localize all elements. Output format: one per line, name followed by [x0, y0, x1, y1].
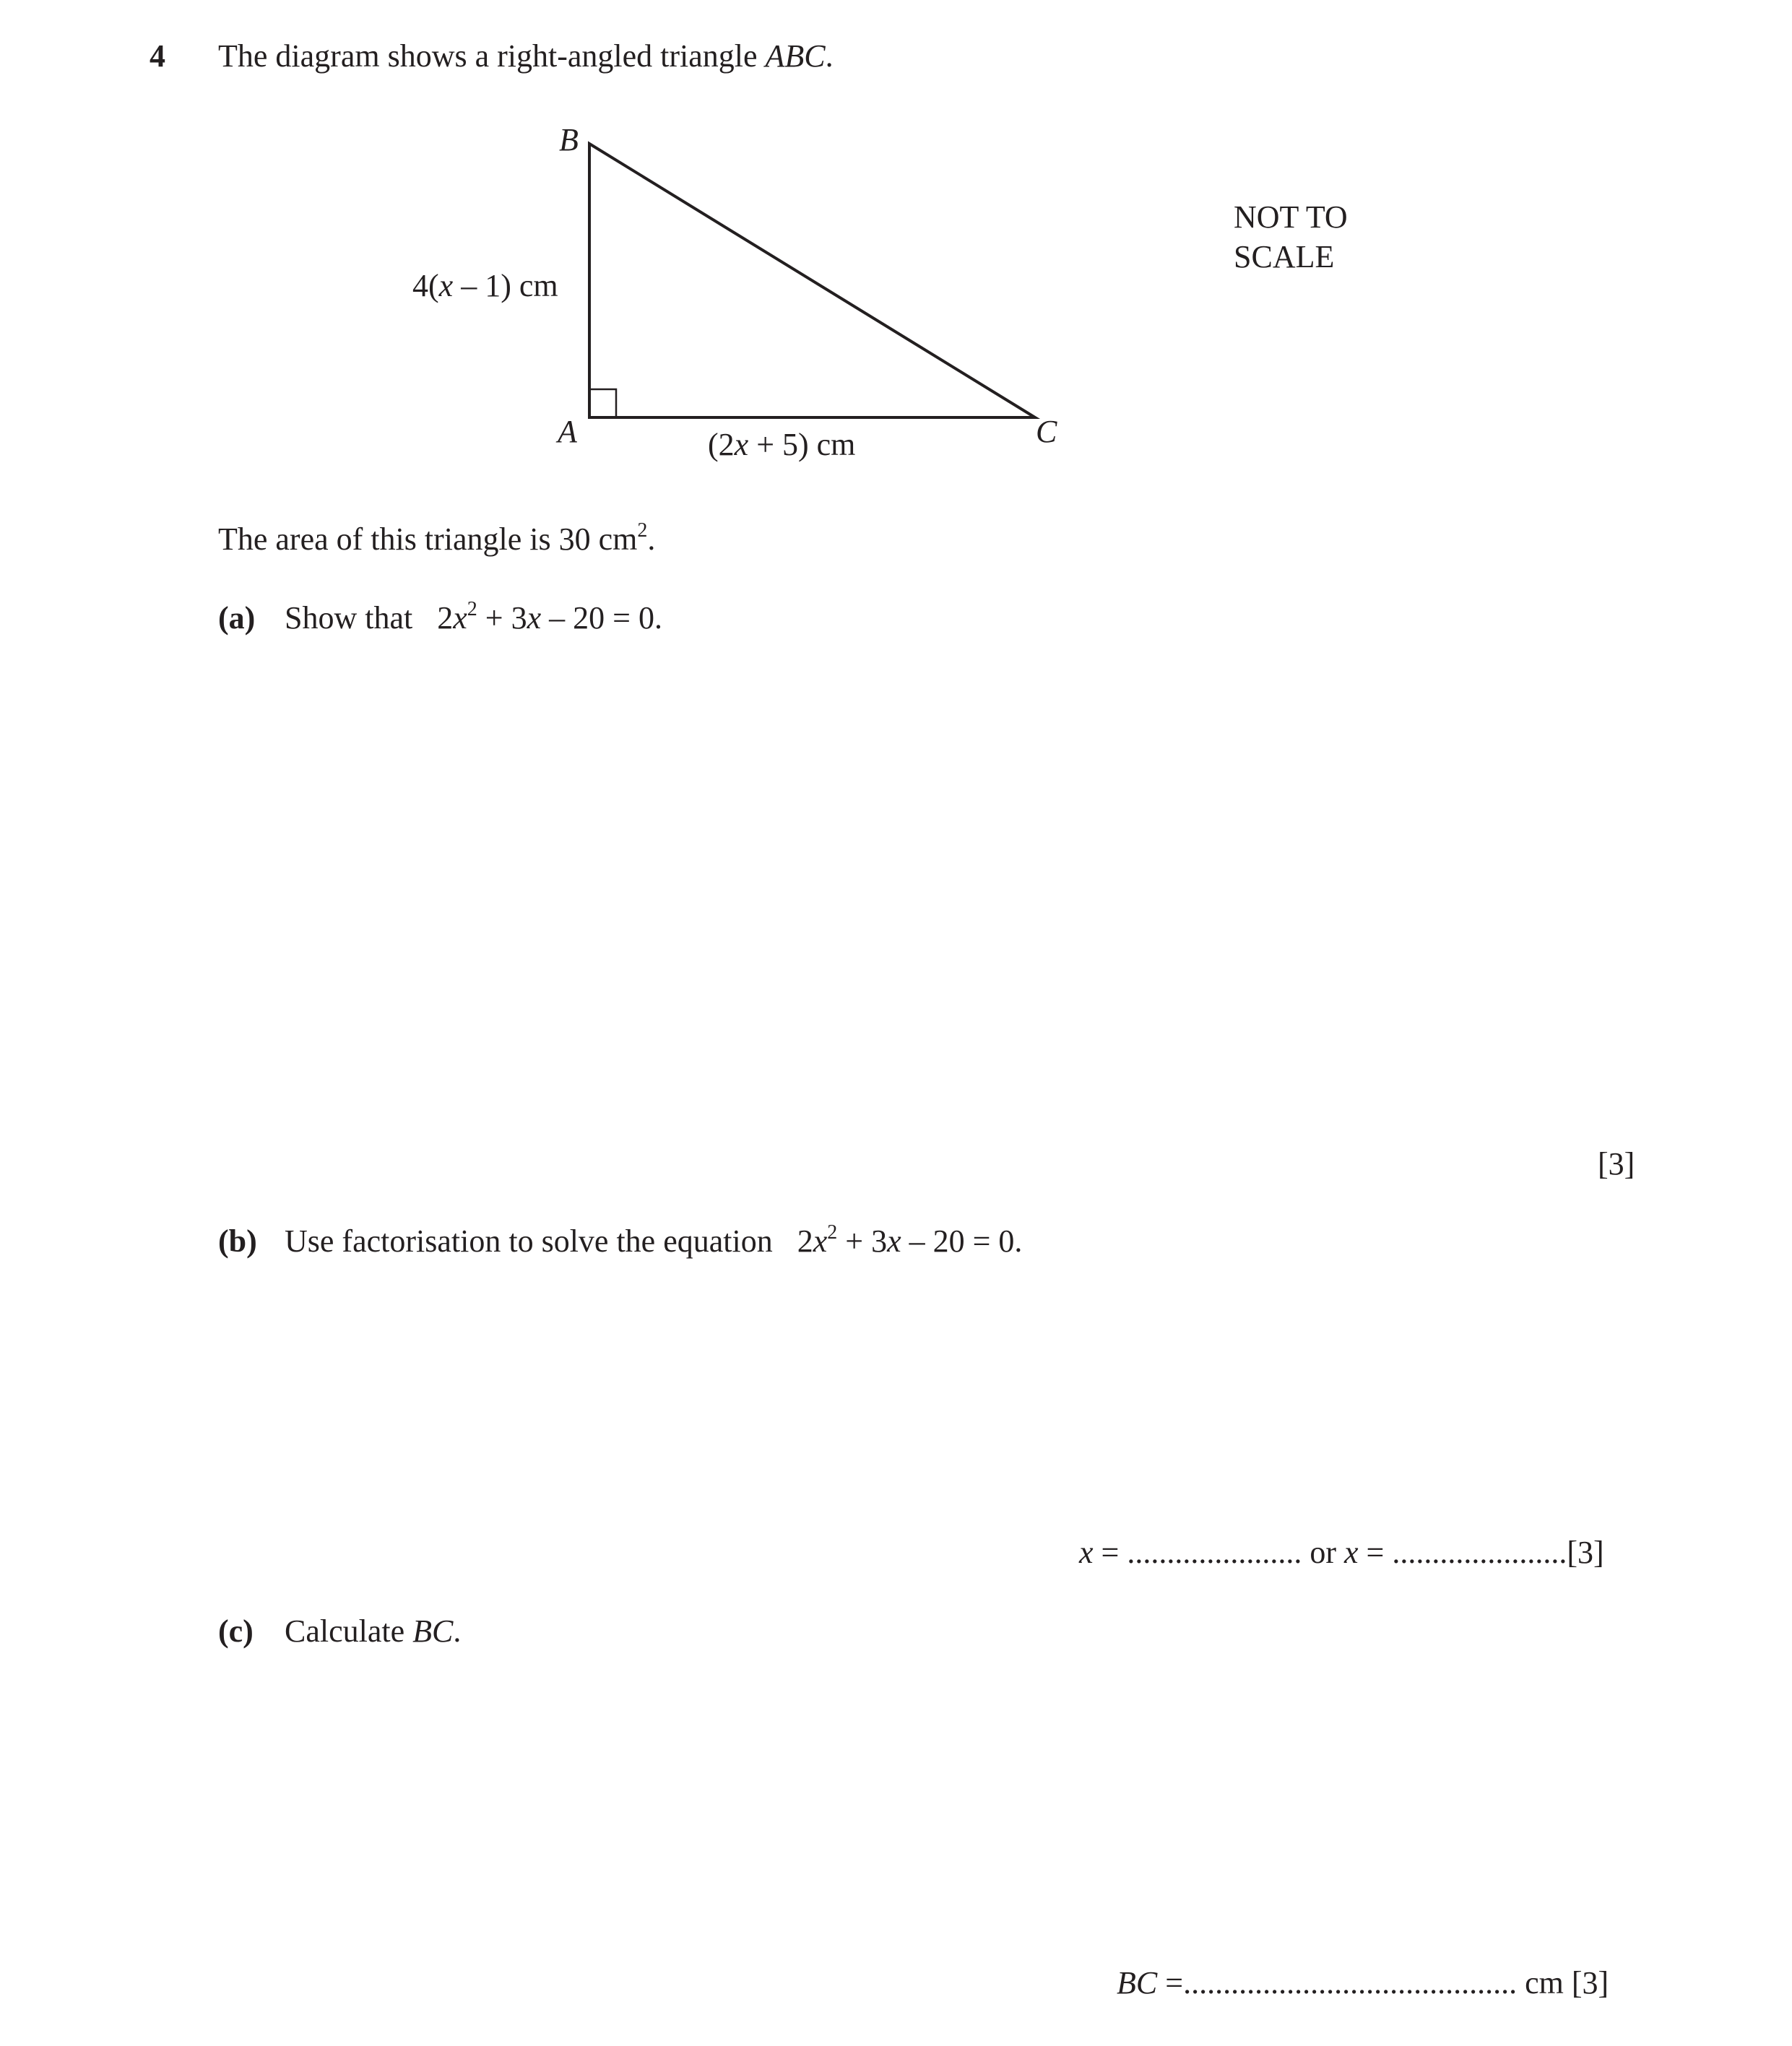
part-c-marks: [3]: [1571, 1965, 1609, 2001]
part-c-answer-line: BC =.......................................... cm [3]: [1117, 1965, 1609, 2001]
answer-bc-field[interactable]: ..........................................: [1183, 1965, 1518, 2001]
part-b-answer-line: x = ...................... or x = ......................[3]: [1079, 1535, 1604, 1570]
right-angle-marker: [589, 389, 616, 417]
part-a-answer-area[interactable]: [285, 650, 1635, 1156]
part-a-label: (a): [218, 600, 256, 636]
question-intro-text: The diagram shows a right-angled triangle: [218, 38, 758, 74]
part-b-text: Use factorisation to solve the equation $2x^2 + 3x - 20 = 0$.: [285, 1221, 1023, 1259]
side-ab-label: 4(x – 1) cm: [412, 268, 558, 303]
answer-x2-field[interactable]: ......................: [1392, 1535, 1567, 1570]
part-b-answer-area[interactable]: [285, 1278, 1635, 1517]
answer-bc-label: BC: [1117, 1965, 1158, 2001]
vertex-b-label: B: [559, 122, 579, 157]
side-ac-label: (2x + 5) cm: [708, 427, 856, 462]
part-c-answer-area[interactable]: [285, 1668, 1635, 1957]
triangle-abc: [589, 144, 1035, 417]
triangle-diagram: [0, 0, 1792, 520]
part-c-text: Calculate BC.: [285, 1613, 462, 1649]
vertex-c-label: C: [1036, 414, 1057, 449]
part-c-label: (c): [218, 1613, 254, 1649]
triangle-name: ABC: [765, 38, 826, 74]
not-to-scale-line1: NOT TO: [1234, 199, 1348, 235]
answer-x1-field[interactable]: ......................: [1127, 1535, 1302, 1570]
part-b-marks: [3]: [1567, 1535, 1604, 1570]
answer-x-label: x: [1079, 1535, 1094, 1570]
area-statement: The area of this triangle is 30 $cm^2$.: [218, 519, 656, 557]
not-to-scale-line2: SCALE: [1234, 239, 1335, 274]
vertex-a-label: A: [558, 414, 577, 449]
part-b-label: (b): [218, 1223, 257, 1259]
question-intro-end: .: [825, 38, 834, 74]
part-a-text: Show that $2x^2 + 3x - 20 = 0$.: [285, 598, 662, 636]
part-a-marks: [3]: [1598, 1146, 1635, 1182]
question-number: 4: [150, 38, 165, 74]
